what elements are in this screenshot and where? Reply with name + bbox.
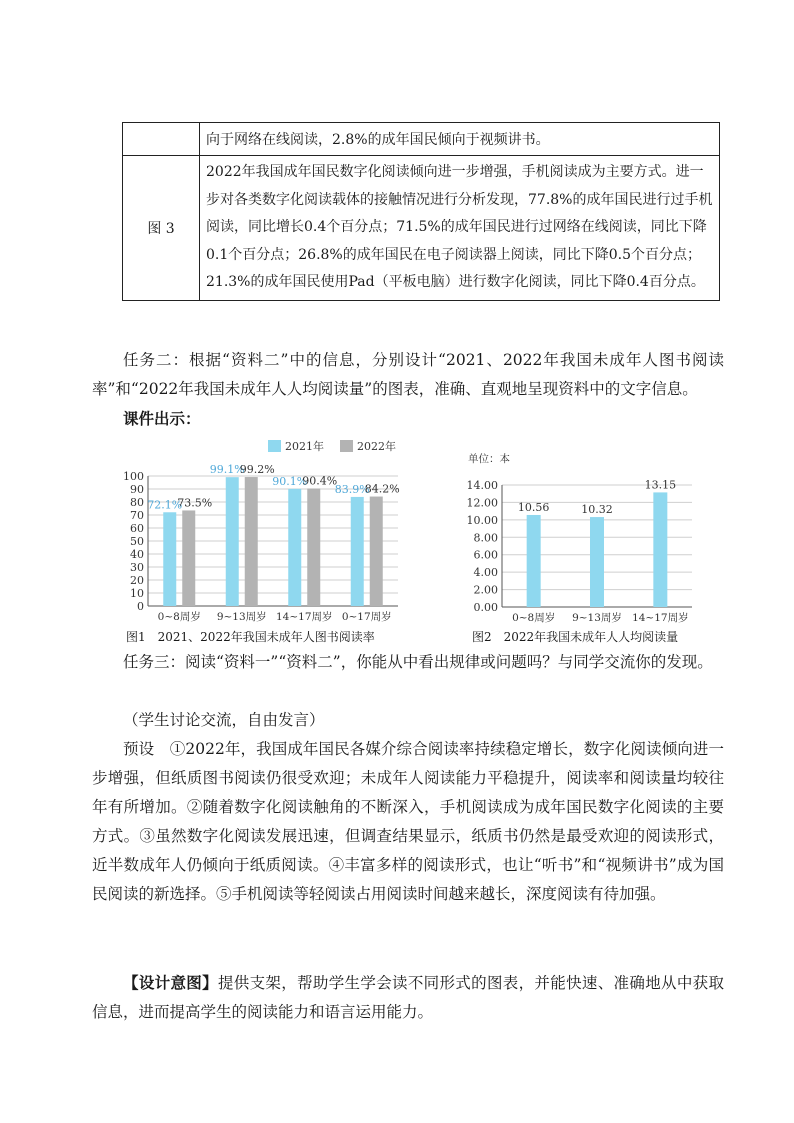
table-label-cell [123, 123, 200, 156]
x-tick-label: 0~17周岁 [341, 611, 392, 623]
x-tick-label: 9~13周岁 [572, 612, 622, 624]
y-tick-label: 80 [130, 496, 144, 509]
y-tick-label: 0.00 [473, 601, 498, 614]
table-text-cell: 2022年我国成年国民数字化阅读倾向进一步增强，手机阅读成为主要方式。进一步对各类数字化阅读载体的接触情况进行分析发现，77.8%的成年国民进行过手机阅读，同比增长0.4个百分点；71.5%的成年国民进行过网络在线阅读，同比下降0.1个百分点；26.8%的成年国民在电子阅读器上阅读，同比下降0.5个百分点；21.3%的成年国民使用Pad（平板电脑）进行数字化阅读，同比下降0.4百分点。 [200, 156, 720, 301]
y-tick-label: 40 [130, 548, 144, 561]
bar [182, 510, 195, 606]
task3-paragraph: 任务三：阅读“资料一”“资料二”，你能从中看出规律或问题吗？与同学交流你的发现。 [123, 653, 713, 671]
legend-label: 2021年 [285, 440, 324, 453]
x-tick-label: 0~8周岁 [512, 612, 556, 624]
table-label-cell: 图 3 [123, 156, 200, 301]
data-label: 90.4% [302, 474, 338, 488]
bar [527, 515, 541, 607]
x-tick-label: 14~17周岁 [275, 611, 333, 623]
x-tick-label: 9~13周岁 [216, 611, 267, 623]
y-tick-label: 8.00 [473, 531, 498, 545]
data-label: 73.5% [177, 496, 213, 510]
design-intent-label: 【设计意图】 [123, 973, 218, 992]
y-tick-label: 20 [130, 574, 144, 587]
table-row [123, 156, 720, 301]
preset-paragraph: 预设 ①2022年，我国成年国民各媒介综合阅读率持续稳定增长，数字化阅读倾向进一步增强，但纸质图书阅读仍很受欢迎；未成年人阅读能力平稳提升，阅读率和阅读量均较往年有所增加。②随着数字化阅读触角的不断深入，手机阅读成为成年国民数字化阅读的主要方式。③虽然数字化阅读发展迅速，但调查结果显示，纸质书仍然是最受欢迎的阅读形式，近半数成年人仍倾向于纸质阅读。④丰富多样的阅读形式，也让“听书”和“视频讲书”成为国民阅读的新选择。⑤手机阅读等轻阅读占用阅读时间越来越长，深度阅读有待加强。 [92, 740, 724, 903]
bar [226, 477, 239, 606]
reading-rate-chart [112, 432, 412, 632]
data-label: 10.32 [581, 503, 613, 517]
unit-label: 单位：本 [468, 453, 510, 465]
table-row [123, 123, 720, 156]
x-tick-label: 14~17周岁 [632, 612, 689, 624]
reading-volume-chart [462, 450, 712, 630]
chart1-title: 图1 2021、2022年我国未成年人图书阅读率 [126, 630, 375, 644]
legend-swatch [340, 440, 353, 452]
design-intent-paragraph [92, 968, 724, 1027]
y-tick-label: 6.00 [473, 548, 498, 562]
table-text-cell: 向于网络在线阅读，2.8%的成年国民倾向于视频讲书。 [200, 123, 720, 156]
y-tick-label: 60 [130, 522, 144, 535]
discussion-note: （学生讨论交流，自由发言） [123, 711, 325, 729]
y-tick-label: 12.00 [466, 496, 498, 510]
data-label: 84.2% [364, 482, 400, 496]
y-tick-label: 2.00 [473, 583, 498, 597]
legend-swatch [268, 440, 281, 452]
y-tick-label: 50 [130, 535, 144, 548]
bar [653, 492, 667, 607]
y-tick-label: 70 [130, 509, 144, 522]
data-label: 90.1% [272, 474, 308, 488]
y-tick-label: 0 [137, 600, 144, 613]
bar [307, 488, 320, 606]
y-tick-label: 10 [130, 587, 144, 600]
data-label: 83.9% [334, 482, 370, 496]
bar [370, 497, 383, 606]
y-tick-label: 4.00 [473, 566, 498, 580]
x-tick-label: 0~8周岁 [157, 611, 201, 623]
y-tick-label: 90 [130, 483, 144, 496]
bar [351, 497, 364, 606]
y-tick-label: 14.00 [466, 479, 498, 492]
y-tick-label: 30 [130, 561, 144, 574]
data-label: 99.1% [209, 463, 245, 477]
bar [163, 512, 176, 606]
data-label: 10.56 [517, 500, 550, 514]
bar [590, 517, 604, 607]
courseware-label: 课件出示： [123, 409, 201, 428]
bar [245, 477, 258, 606]
task2-paragraph: 任务二：根据“资料二”中的信息，分别设计“2021、2022年我国未成年人图书阅读率”和“2022年我国未成年人人均阅读量”的图表，准确、直观地呈现资料中的文字信息。 [92, 351, 724, 398]
y-tick-label: 10.00 [466, 513, 498, 527]
data-label: 13.15 [644, 478, 677, 492]
legend-label: 2022年 [357, 440, 396, 453]
bar [288, 489, 301, 606]
design-intent-text: 提供支架，帮助学生学会读不同形式的图表，并能快速、准确地从中获取信息，进而提高学生的阅读能力和语言运用能力。 [92, 974, 724, 1021]
data-label: 72.1% [147, 498, 183, 512]
chart2-title: 图2 2022年我国未成年人人均阅读量 [472, 630, 679, 644]
material-table [122, 122, 720, 301]
y-tick-label: 100 [123, 470, 144, 483]
data-label: 99.2% [239, 463, 275, 477]
